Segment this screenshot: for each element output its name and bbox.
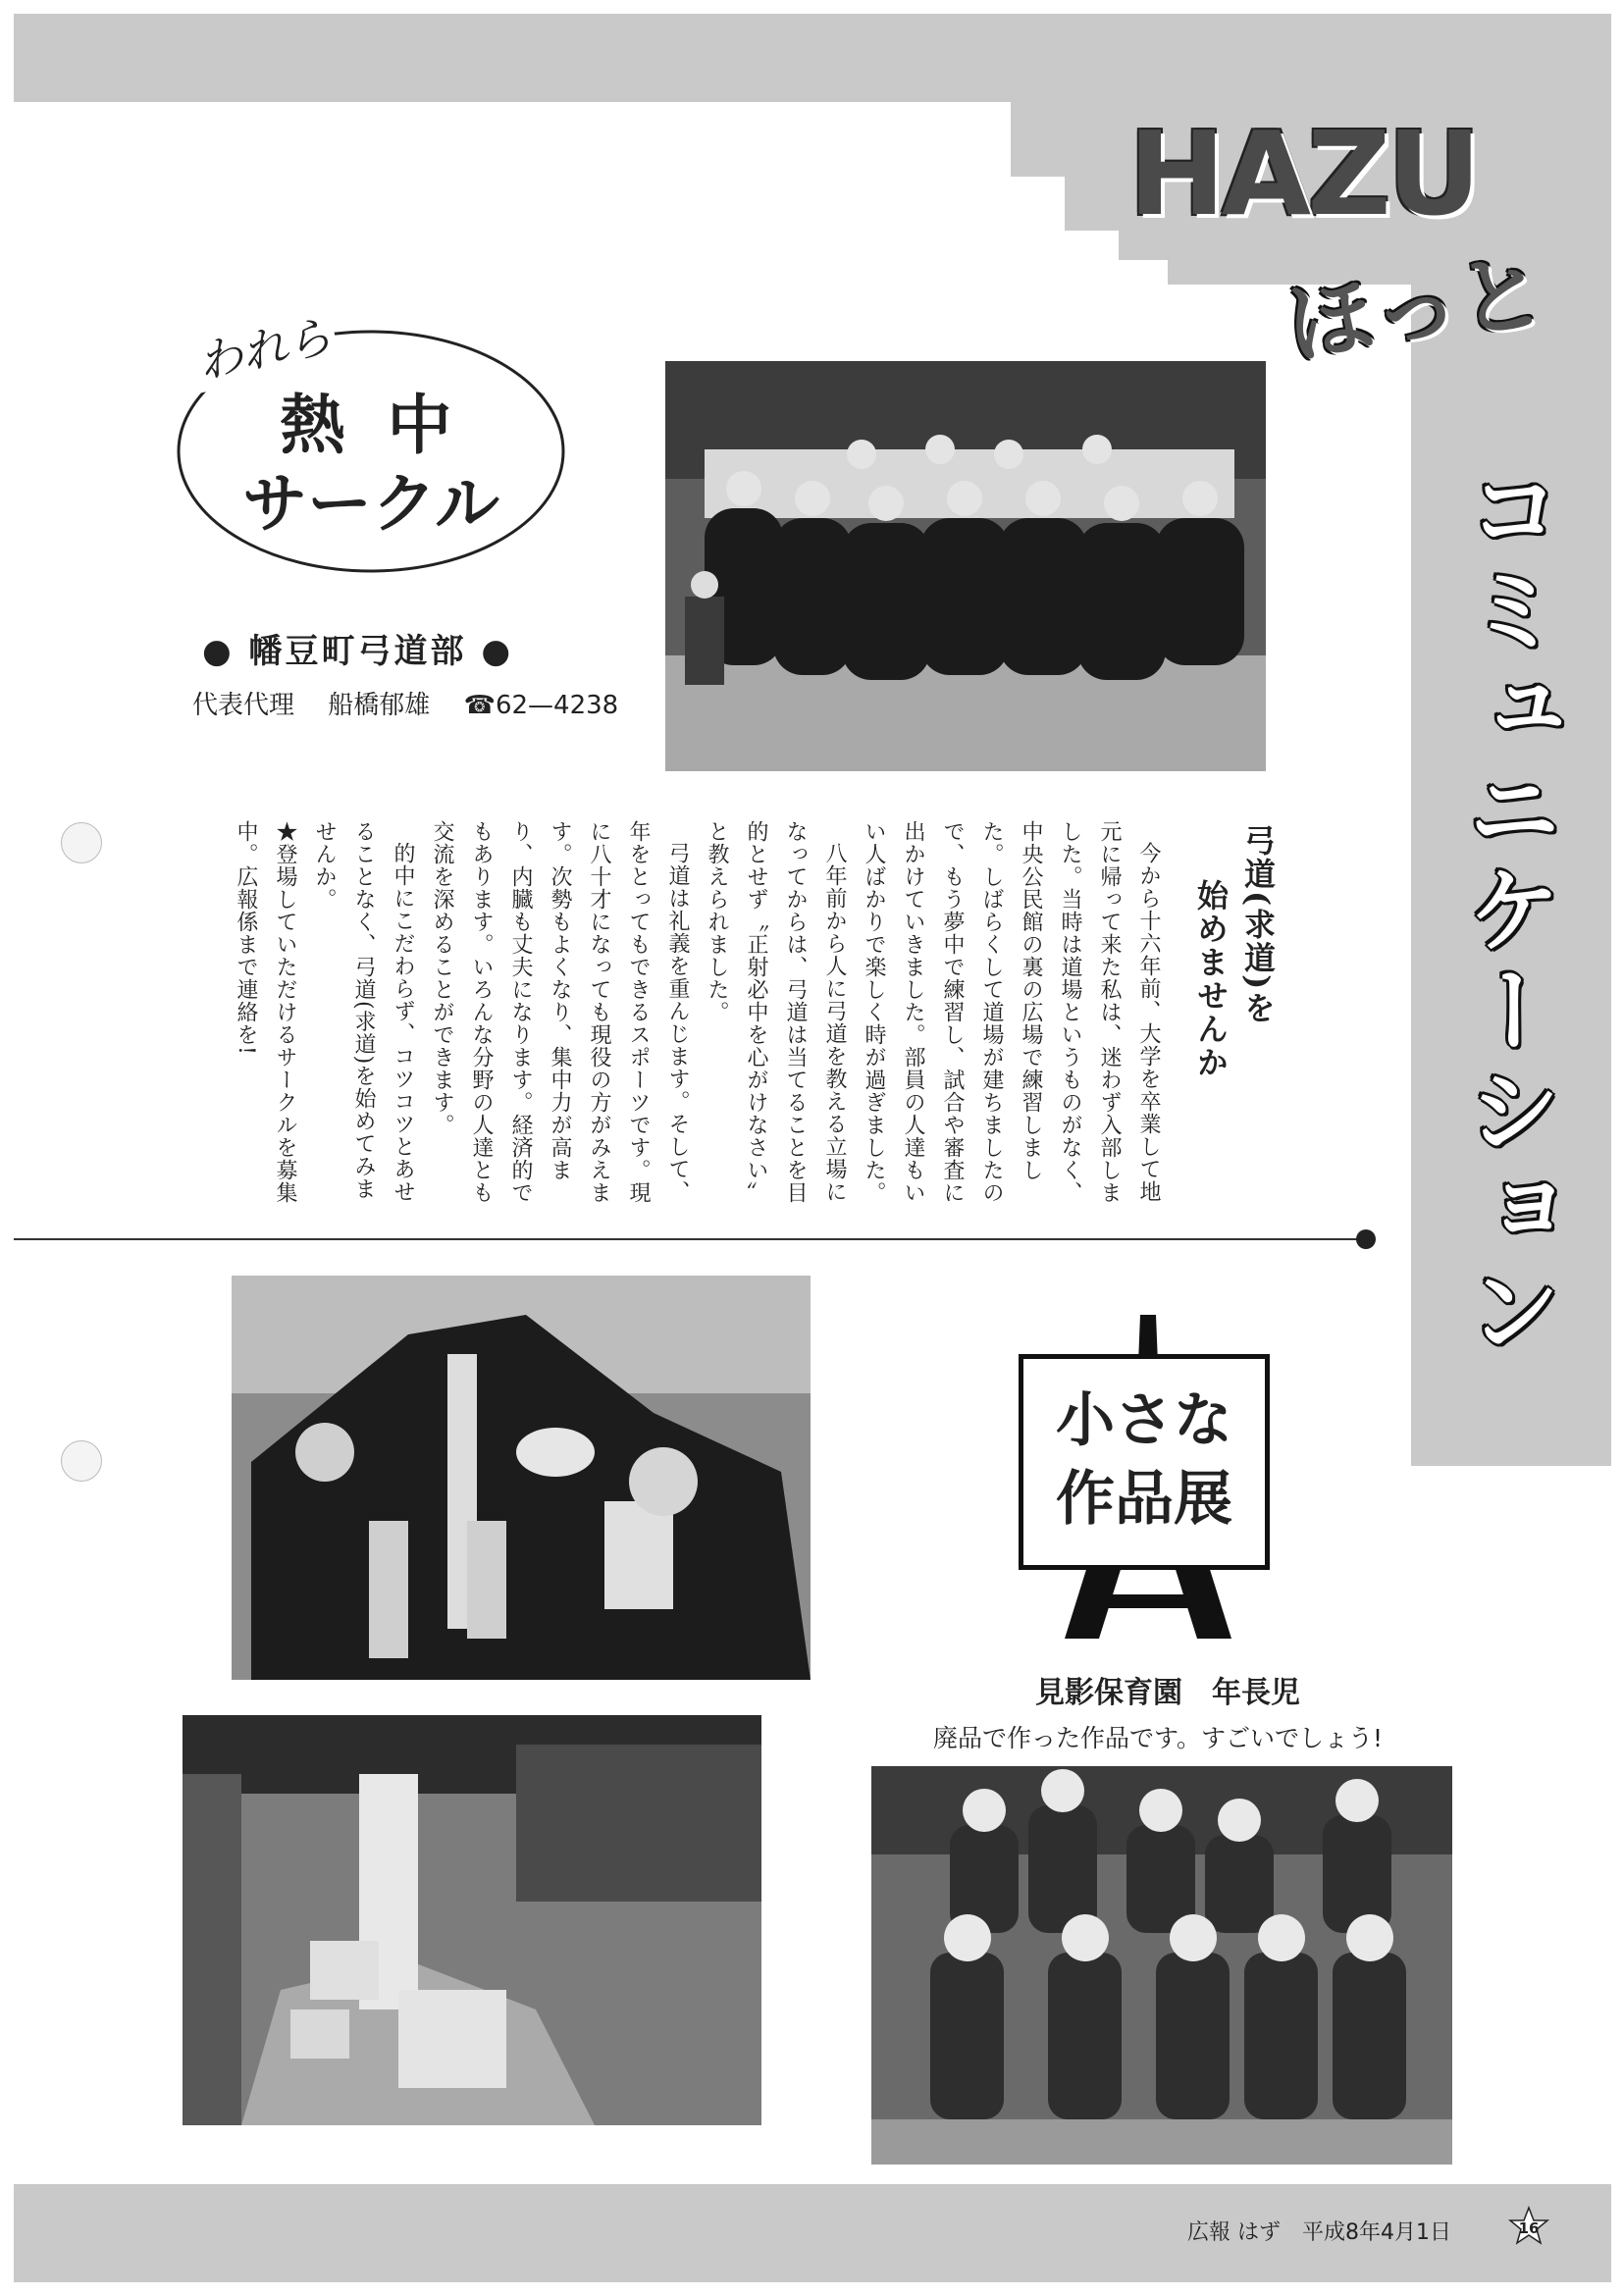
article-headline-1: 弓道(求道)を — [1239, 824, 1277, 1025]
footer-publication: 広報 はず 平成8年4月1日 — [1187, 2220, 1451, 2245]
badge-line2: サークル — [241, 466, 500, 542]
rep-phone: ☎62—4238 — [463, 691, 619, 720]
top-band — [14, 14, 1611, 102]
article-paragraph-4: 的中にこだわらず、コツコツとあせることなく、弓道(求道)を始めてみませんか。 — [312, 820, 415, 1203]
masthead-hotto: ほっと — [1281, 240, 1551, 377]
article-headline — [1187, 824, 1282, 1148]
club-representative — [192, 685, 618, 721]
badge-top-text: われら — [187, 300, 341, 393]
article-paragraph-2: 八年前から人に弓道を教える立場になってからは、弓道は当てることを目的とせず〝正射必中を心がけなさい〟と教えられました。 — [705, 820, 847, 1204]
rep-name: 船橋郁雄 — [328, 691, 431, 720]
page-number: 16 — [1518, 2219, 1540, 2237]
badge-line1: 熱 中 — [280, 388, 462, 463]
footer-page-number — [1507, 2206, 1550, 2249]
exhibit-photo-2-drawing — [183, 1715, 761, 2125]
circle-badge — [173, 309, 569, 579]
divider-dot — [1356, 1229, 1376, 1249]
exhibit-photo-1-drawing — [232, 1276, 811, 1680]
kyudo-photo-drawing — [665, 361, 1266, 771]
easel-sign-line2: 作品展 — [1056, 1465, 1232, 1534]
masthead-hazu: HAZU — [1128, 106, 1478, 241]
rep-label: 代表代理 — [192, 691, 295, 720]
exhibit-easel — [1021, 1315, 1276, 1639]
binder-hole-bottom — [61, 1440, 102, 1482]
article-headline-2: 始めませんか — [1192, 879, 1230, 1079]
exhibit-photo-2 — [183, 1715, 761, 2125]
article-body — [98, 820, 1168, 1213]
kindergarten-children-photo — [871, 1766, 1452, 2165]
exhibit-org: 見影保育園 年長児 — [1035, 1676, 1300, 1710]
easel-sign-line1: 小さな — [1056, 1386, 1232, 1455]
article-paragraph-1: 今から十六年前、大学を卒業して地元に帰って来た私は、迷わず入部しました。当時は道場というものがなく、中央公民館の裏の広場で練習しました。しばらくして道場が建ちましたので、もう夢中で練習し、試合や審査に出かけていきました。部員の人達もいい人ばかりで楽しく時が過ぎました。 — [862, 820, 1161, 1204]
exhibit-caption: 廃品で作った作品です。すごいでしょう! — [932, 1724, 1384, 1752]
masthead-communication: コミュニケーション — [1452, 461, 1562, 1362]
binder-hole-top — [61, 822, 102, 863]
article-notice: ★登場していただけるサークルを募集中。広報係まで連絡を! — [234, 820, 297, 1204]
club-name: ● 幡豆町弓道部 ● — [202, 632, 514, 671]
article-paragraph-3: 弓道は礼義を重んじます。そして、年をとってもできるスポーツです。現に八十才になっても現役の方がみえます。次勢もよくなり、集中力が高まり、内臓も丈夫になります。経済的でもあります。いろんな分野の人達とも交流を深めることができます。 — [430, 820, 690, 1204]
section-divider — [14, 1238, 1368, 1240]
kyudo-club-group-photo — [665, 361, 1266, 771]
exhibit-photo-1 — [232, 1276, 811, 1680]
children-photo-drawing — [871, 1766, 1452, 2165]
